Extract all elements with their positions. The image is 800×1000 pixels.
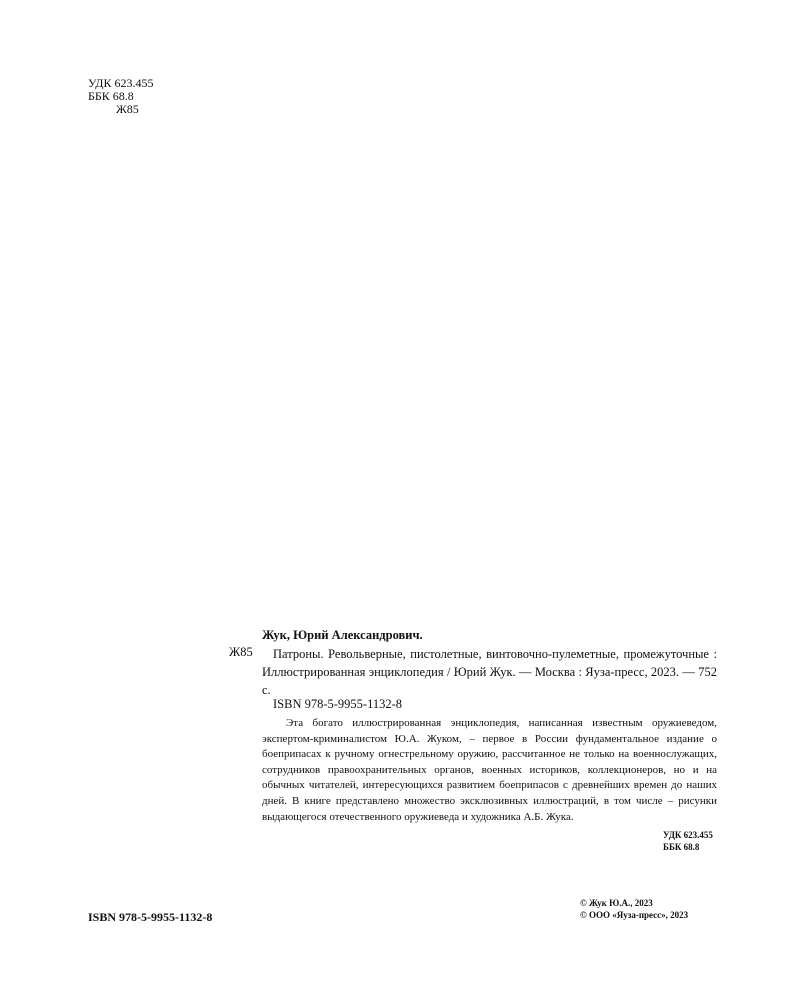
book-abstract: Эта богато иллюстрированная энциклопедия, написанная известным оружиеведом, экспертом-криминалистом Ю.А. Жуком, – первое в России фундаментальное издание о боеприпасах к ручному огнестрельному оружию, рассчитанное не только на военнослужащих, сотрудников правоохранительных органов, военных историков, коллекционеров, но и на обычных читателей, интересующихся развитием боеприпасов с древнейших времен до наших дней. В книге представлено множество эксклюзивных иллюстраций, в том числе – рисунки выдающегося отечественного оружиеведа и художника А.Б. Жука.: [262, 717, 717, 823]
bbk-code-bottom: ББК 68.8: [663, 842, 700, 852]
udk-code-bottom: УДК 623.455: [663, 830, 713, 840]
copyright-publisher: © ООО «Яуза-пресс», 2023: [580, 910, 689, 920]
classification-block-top: [88, 77, 153, 116]
author-mark: Ж85: [116, 102, 139, 116]
copyright-author: © Жук Ю.А., 2023: [580, 898, 653, 908]
entry-isbn: ISBN 978-5-9955-1132-8: [273, 697, 403, 711]
classification-block-bottom: [663, 829, 713, 853]
copyright-block: [580, 897, 688, 921]
udk-code: УДК 623.455: [88, 76, 154, 90]
isbn-bottom: ISBN 978-5-9955-1132-8: [88, 910, 213, 924]
entry-description: Патроны. Револьверные, пистолетные, винтовочно-пулеметные, промежуточные : Иллюстрированная энциклопедия / Юрий Жук. — Москва : Яуза-пресс, 2023. — 752 с.: [262, 647, 717, 697]
entry-author-mark: Ж85: [229, 645, 253, 659]
bbk-code: ББК 68.8: [88, 89, 134, 103]
entry-author: Жук, Юрий Александрович.: [262, 628, 423, 642]
